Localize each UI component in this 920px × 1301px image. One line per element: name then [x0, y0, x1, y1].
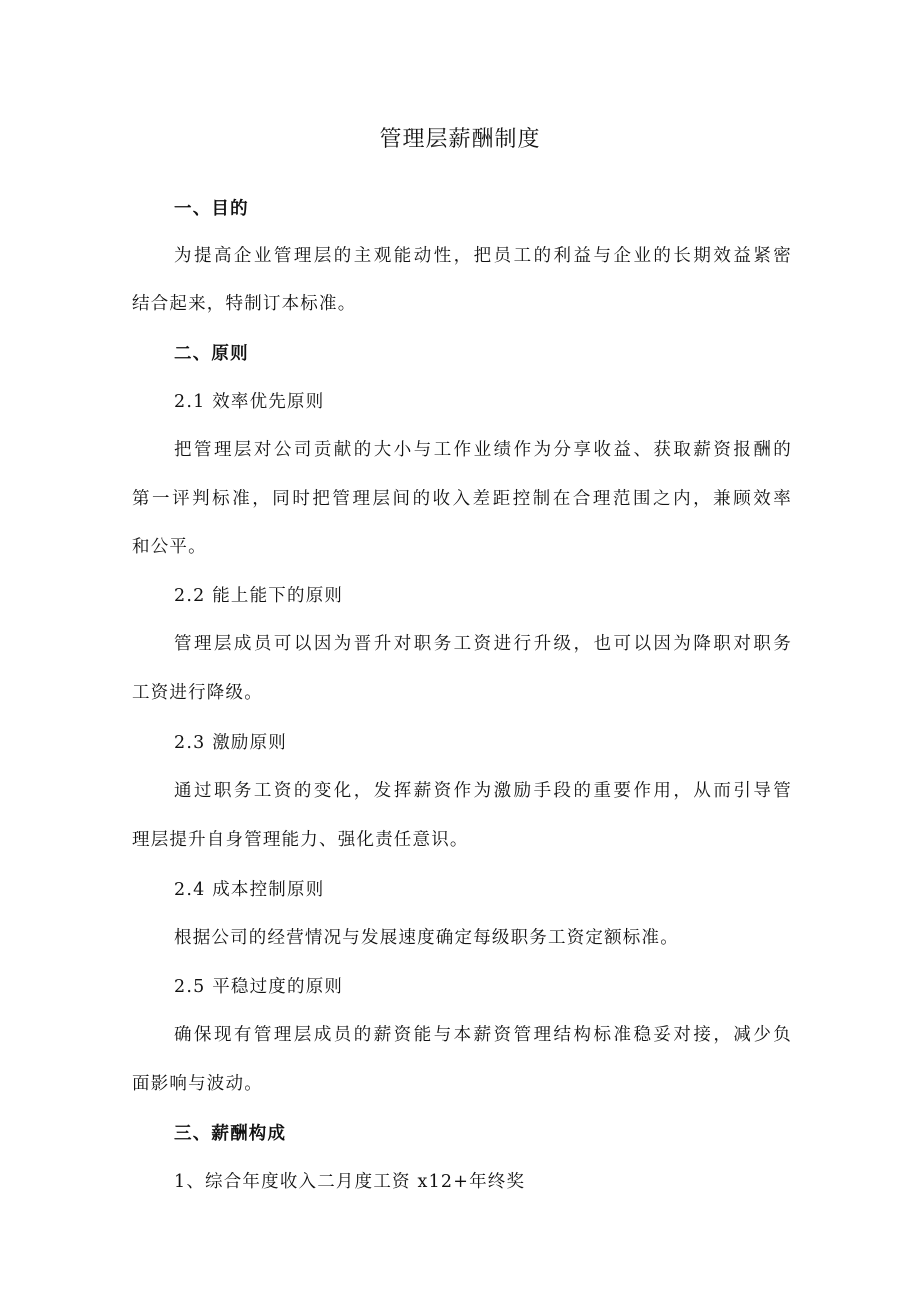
paragraph-line: 和公平。 [132, 537, 207, 557]
paragraph-line: 管理层成员可以因为晋升对职务工资进行升级，也可以因为降职对职务 [174, 634, 792, 654]
paragraph-line: 通过职务工资的变化，发挥薪资作为激励手段的重要作用，从而引导管 [174, 781, 792, 801]
paragraph-line: 工资进行降级。 [132, 683, 263, 703]
paragraph-line: 面影响与波动。 [132, 1074, 263, 1094]
paragraph-line: 确保现有管理层成员的薪资能与本薪资管理结构标准稳妥对接，减少负 [174, 1025, 792, 1045]
paragraph-line: 理层提升自身管理能力、强化责任意识。 [132, 830, 469, 850]
paragraph-line: 结合起来，特制订本标准。 [132, 294, 357, 314]
section-heading-compensation: 三、薪酬构成 [174, 1124, 287, 1144]
paragraph-line: 根据公司的经营情况与发展速度确定每级职务工资定额标准。 [174, 928, 679, 948]
subsection-heading-2-3: 2.3 激励原则 [174, 733, 287, 753]
paragraph-line: 第一评判标准，同时把管理层间的收入差距控制在合理范围之内，兼顾效率 [132, 489, 792, 509]
document-title: 管理层薪酬制度 [379, 127, 541, 152]
subsection-heading-2-5: 2.5 平稳过度的原则 [174, 977, 344, 997]
section-heading-purpose: 一、目的 [174, 199, 249, 219]
paragraph-line: 为提高企业管理层的主观能动性，把员工的利益与企业的长期效益紧密 [174, 246, 792, 266]
subsection-heading-2-4: 2.4 成本控制原则 [174, 880, 325, 900]
subsection-heading-2-2: 2.2 能上能下的原则 [174, 586, 344, 606]
paragraph-line: 1、综合年度收入二月度工资 x12+年终奖 [174, 1172, 526, 1192]
section-heading-principles: 二、原则 [174, 344, 249, 364]
subsection-heading-2-1: 2.1 效率优先原则 [174, 392, 325, 412]
paragraph-line: 把管理层对公司贡献的大小与工作业绩作为分享收益、获取薪资报酬的 [174, 440, 792, 460]
